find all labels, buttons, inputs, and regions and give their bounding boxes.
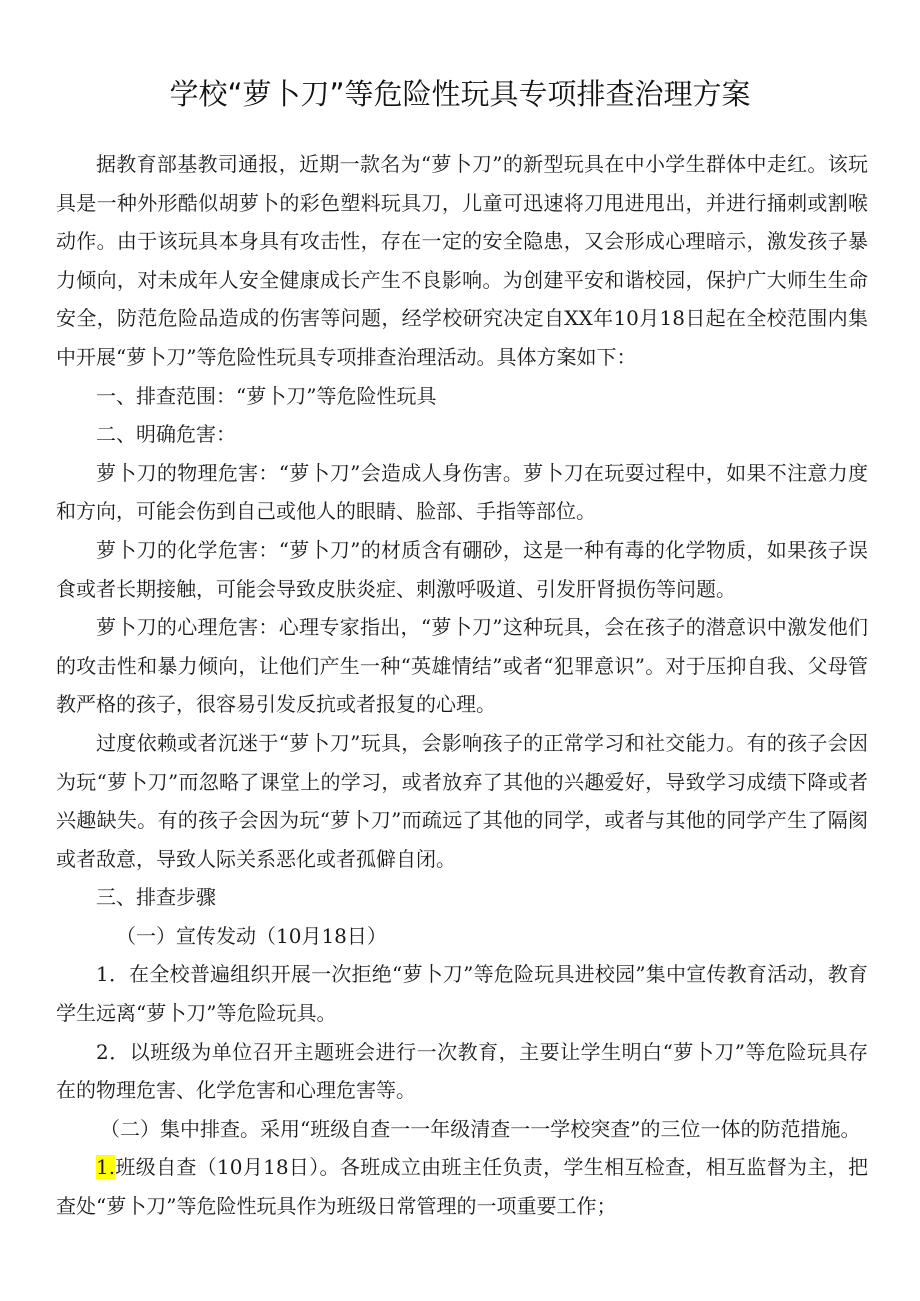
section-steps-heading: 三、排查步骤 [96,885,216,910]
document-body [56,145,868,1226]
chemical-hazard-paragraph: 萝卜刀的化学危害：“萝卜刀”的材质含有硼砂，这是一种有毒的化学物质，如果孩子误食或者长期接触，可能会导致皮肤炎症、刺激呼吸道、引发肝肾损伤等问题。 [56,537,868,601]
subsection-inspection-heading: （二）集中排查。采用“班级自查一一年级清查一一学校突查”的三位一体的防范措施。 [100,1116,861,1141]
inspection-item-1-text: 班级自查（10月18日）。各班成立由班主任负责，学生相互检查，相互监督为主，把查处“萝卜刀”等危险性玩具作为班级日常管理的一项重要工作； [56,1155,868,1219]
subsection-publicity-heading: （一）宣传发动（10月18日） [116,923,387,948]
section-hazards-heading: 二、明确危害： [96,422,236,447]
document-title: 学校“萝卜刀”等危险性玩具专项排查治理方案 [169,77,751,111]
inspection-item-1 [56,1148,868,1225]
section-scope-heading: 一、排查范围：“萝卜刀”等危险性玩具 [96,383,437,408]
highlighted-item-number: 1. [96,1155,116,1180]
psychological-hazard-paragraph: 萝卜刀的心理危害：心理专家指出，“萝卜刀”这种玩具，会在孩子的潜意识中激发他们的攻击性和暴力倾向，让他们产生一种“英雄情结”或者“犯罪意识”。对于压抑自我、父母管教严格的孩子，很容易引发反抗或者报复的心理。 [56,615,868,717]
publicity-item-2: 2．以班级为单位召开主题班会进行一次教育，主要让学生明白“萝卜刀”等危险玩具存在的物理危害、化学危害和心理危害等。 [56,1039,868,1103]
intro-paragraph: 据教育部基教司通报，近期一款名为“萝卜刀”的新型玩具在中小学生群体中走红。该玩具是一种外形酷似胡萝卜的彩色塑料玩具刀，儿童可迅速将刀甩进甩出，并进行捅刺或割喉动作。由于该玩具本身具有攻击性，存在一定的安全隐患，又会形成心理暗示，激发孩子暴力倾向，对未成年人安全健康成长产生不良影响。为创建平安和谐校园，保护广大师生生命安全，防范危险品造成的伤害等问题，经学校研究决定自XX年10月18日起在全校范围内集中开展“萝卜刀”等危险性玩具专项排查治理活动。具体方案如下： [56,152,868,369]
addiction-hazard-paragraph: 过度依赖或者沉迷于“萝卜刀”玩具，会影响孩子的正常学习和社交能力。有的孩子会因为玩“萝卜刀”而忽略了课堂上的学习，或者放弃了其他的兴趣爱好，导致学习成绩下降或者兴趣缺失。有的孩子会因为玩“萝卜刀”而疏远了其他的同学，或者与其他的同学产生了隔阂或者敌意，导致人际关系恶化或者孤僻自闭。 [56,730,868,871]
physical-hazard-paragraph: 萝卜刀的物理危害：“萝卜刀”会造成人身伤害。萝卜刀在玩耍过程中，如果不注意力度和方向，可能会伤到自己或他人的眼睛、脸部、手指等部位。 [56,460,868,524]
publicity-item-1: 1．在全校普遍组织开展一次拒绝“萝卜刀”等危险玩具进校园”集中宣传教育活动，教育学生远离“萝卜刀”等危险玩具。 [56,962,868,1026]
